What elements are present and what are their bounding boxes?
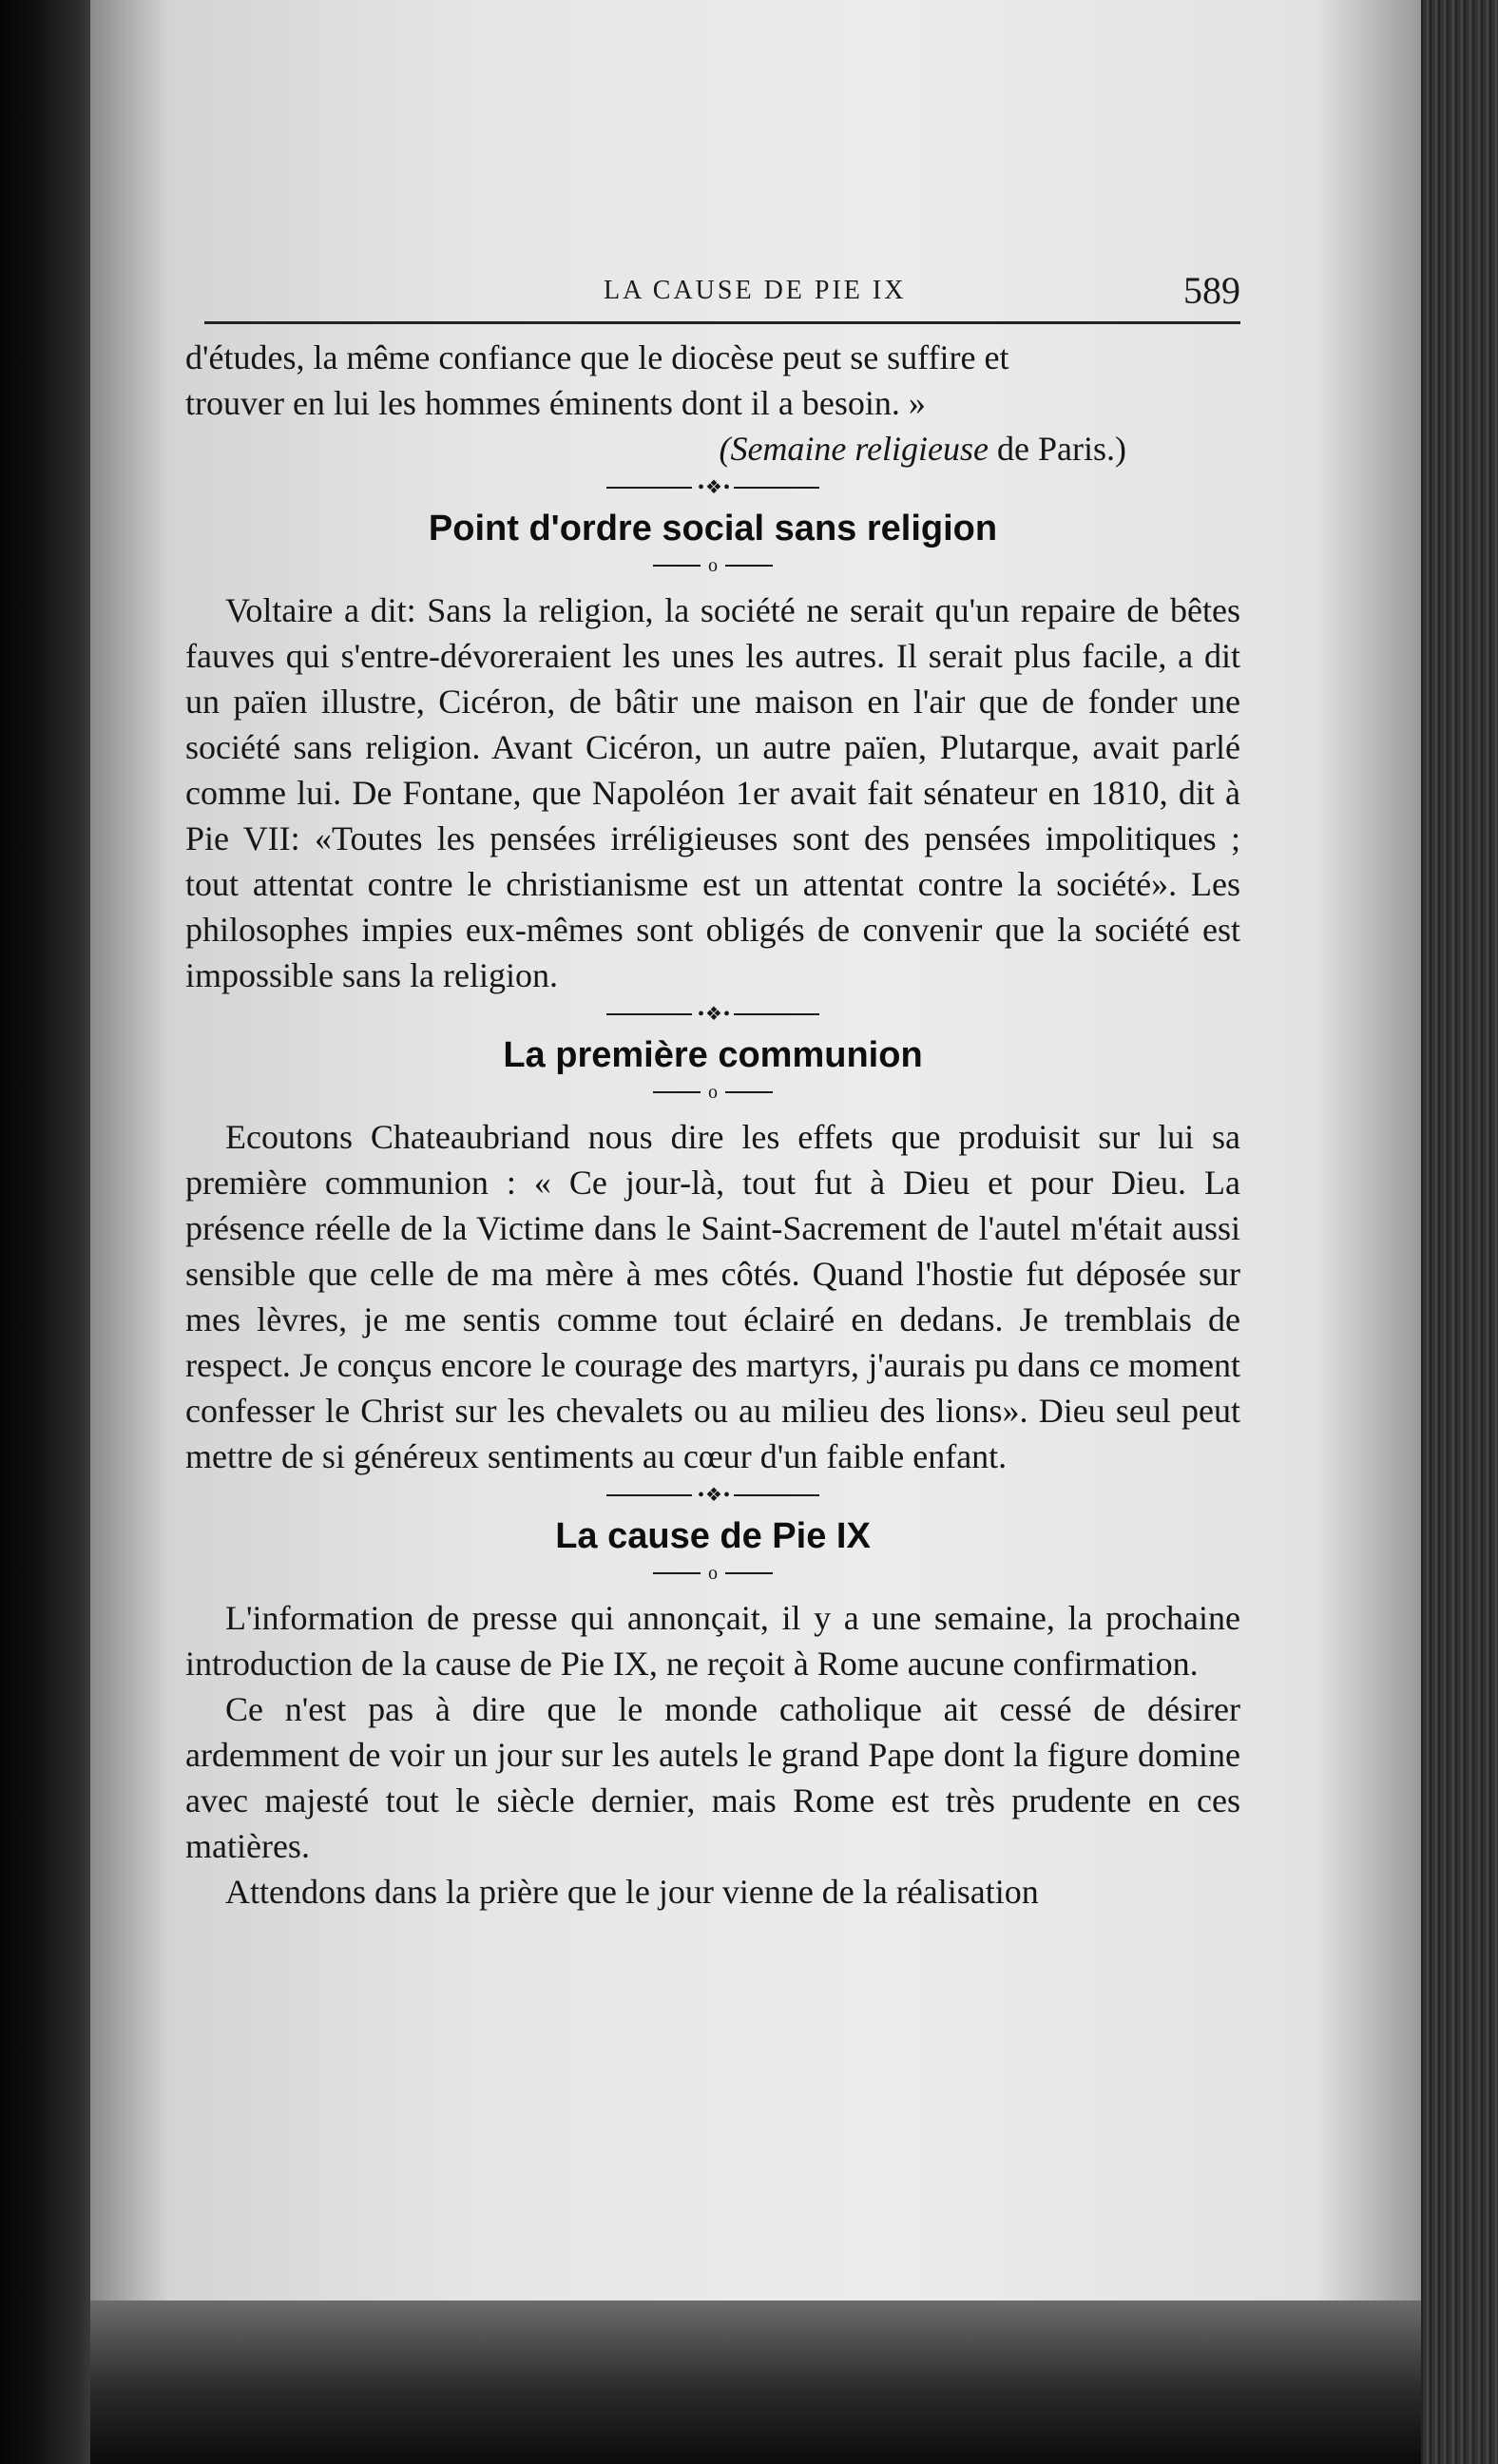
paragraph: L'information de presse qui annonçait, il y a une semaine, la prochaine introduction de la cause de Pie IX, ne reçoit à Rome aucune confirmation. [185, 1599, 1240, 1683]
section-subrule [185, 1561, 1240, 1586]
section-ornament [185, 1000, 1240, 1029]
header-rule [204, 321, 1240, 324]
ornament-glyph: • ❖ • [698, 477, 728, 498]
intro-line: trouver en lui les hommes éminents dont il a besoin. » [185, 384, 926, 422]
section-ornament [185, 1481, 1240, 1510]
subrule-glyph: o [708, 1563, 718, 1584]
section-heading: La cause de Pie IX [555, 1516, 871, 1556]
paragraph: Voltaire a dit: Sans la religion, la société ne serait qu'un repaire de bêtes fauves qui s'entre-dévoreraient les unes les autres. Il serait plus facile, a dit un païen illustre, Cicéron, de bâtir une maison en l'air que de fonder une société sans religion. Avant Cicéron, un autre païen, Plutarque, avait parlé comme lui. De Fontane, que Napoléon 1er avait fait sénateur en 1810, dit à Pie VII: «Toutes les pensées irréligieuses sont des pensées impolitiques ; tout attentat contre le christianisme est un attentat contre la société». Les philosophes impies eux-mêmes sont obligés de convenir que la société est impossible sans la religion. [185, 591, 1240, 994]
page-bottom-shadow [90, 2281, 1421, 2464]
subrule-glyph: o [708, 555, 718, 576]
section-heading: La première communion [503, 1035, 923, 1075]
book-page [90, 0, 1421, 2300]
section-heading: Point d'ordre social sans religion [428, 509, 998, 549]
page-body [185, 335, 1240, 1915]
running-head [204, 269, 1240, 333]
section-subrule [185, 1080, 1240, 1105]
paragraph: Ce n'est pas à dire que le monde catholique ait cessé de désirer ardemment de voir un jour sur les autels le grand Pape dont la figure domine avec majesté tout le siècle dernier, mais Rome est très prudente en ces matières. [185, 1690, 1240, 1865]
attribution-rest: de Paris.) [989, 430, 1126, 468]
ornament-glyph: • ❖ • [698, 1485, 728, 1506]
ornament-glyph: • ❖ • [698, 1004, 728, 1025]
section-ornament [185, 473, 1240, 502]
subrule-glyph: o [708, 1082, 718, 1103]
section-subrule [185, 553, 1240, 578]
running-head-title: LA CAUSE DE PIE IX [604, 276, 907, 305]
paragraph: Attendons dans la prière que le jour vienne de la réalisation [225, 1873, 1039, 1911]
attribution-italic: (Semaine religieuse [719, 430, 989, 468]
book-binding-left [0, 0, 90, 2464]
book-page-edges-right [1416, 0, 1498, 2464]
page-number: 589 [1183, 269, 1240, 312]
intro-line: d'études, la même confiance que le diocèse peut se suffire et [185, 338, 1009, 376]
paragraph: Ecoutons Chateaubriand nous dire les effets que produisit sur lui sa première communion : « Ce jour-là, tout fut à Dieu et pour Dieu. La présence réelle de la Victime dans le Saint-Sacrement de l'autel m'était aussi sensible que celle de ma mère à mes côtés. Quand l'hostie fut déposée sur mes lèvres, je me sentis comme tout éclairé en dedans. Je tremblais de respect. Je conçus encore le courage des martyrs, j'aurais pu dans ce moment confesser le Christ sur les chevalets ou au milieu des lions». Dieu seul peut mettre de si généreux sentiments au cœur d'un faible enfant. [185, 1118, 1240, 1475]
